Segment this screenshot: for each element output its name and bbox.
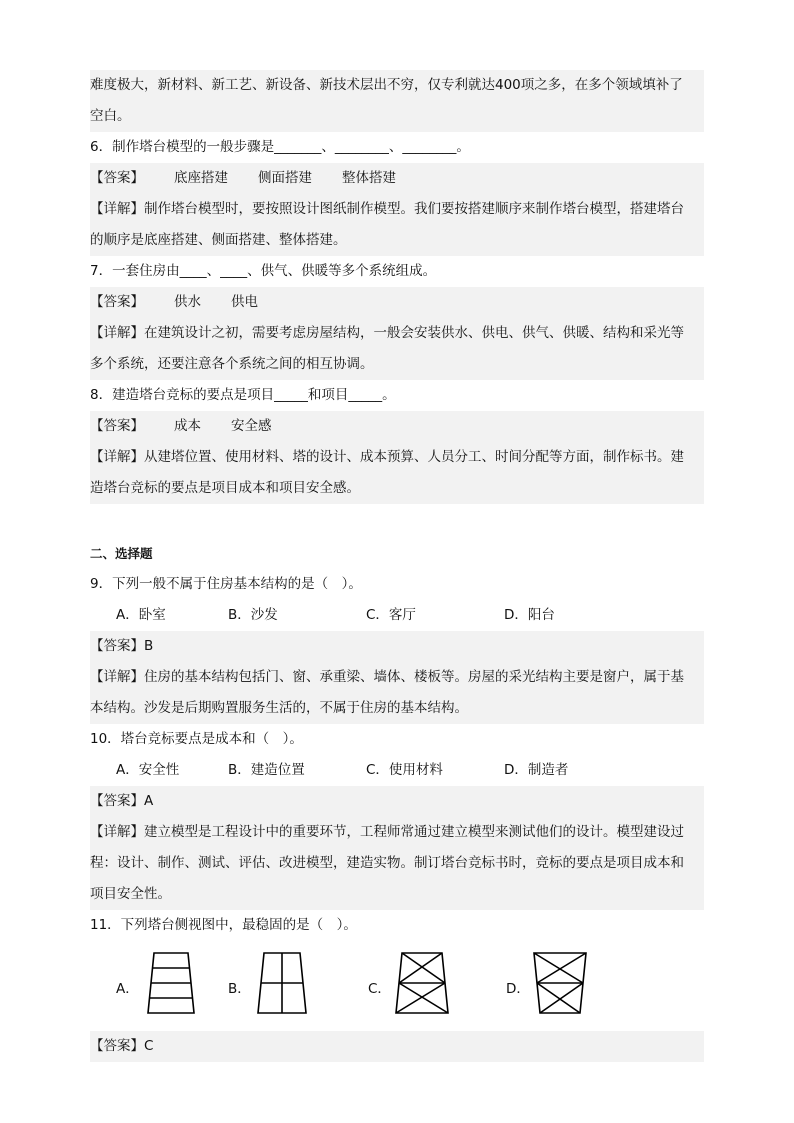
question-11: 11．下列塔台侧视图中，最稳固的是（ ）。	[90, 917, 357, 933]
q11-option-b-label: B．	[228, 981, 251, 997]
q10-option-d: D．制造者	[504, 762, 569, 778]
q7-answer-2: 供电	[231, 294, 258, 310]
q6-answer-2: 侧面搭建	[258, 170, 312, 186]
q10-option-a: A．安全性	[116, 762, 180, 778]
question-9: 9．下列一般不属于住房基本结构的是（ ）。	[90, 576, 362, 592]
question-7: 7．一套住房由____、____、供气、供暖等多个系统组成。	[90, 263, 437, 279]
section-title: 二、选择题	[90, 546, 153, 561]
q6-answer-3: 整体搭建	[342, 170, 396, 186]
q7-detail-2: 多个系统，还要注意各个系统之间的相互协调。	[90, 356, 374, 372]
q10-options	[90, 755, 704, 786]
q9-option-c: C．客厅	[366, 607, 416, 623]
q11-answer-block	[90, 1031, 704, 1062]
q9-detail-1: 【详解】住房的基本结构包括门、窗、承重梁、墙体、楼板等。房屋的采光结构主要是窗户，属于基	[90, 669, 684, 685]
q6-answer-block	[90, 163, 704, 256]
intro-line-1: 难度极大，新材料、新工艺、新设备、新技术层出不穷，仅专利就达400项之多，在多个领域填补了	[90, 77, 683, 93]
question-6: 6．制作塔台模型的一般步骤是_______、________、________。	[90, 139, 470, 155]
q8-detail-2: 造塔台竞标的要点是项目成本和项目安全感。	[90, 480, 360, 496]
q7-answer-1: 供水	[174, 294, 201, 310]
answer-label: 【答案】	[90, 170, 144, 186]
q9-options	[90, 600, 704, 631]
q10-option-b: B．建造位置	[228, 762, 305, 778]
question-10: 10．塔台竞标要点是成本和（ ）。	[90, 731, 303, 747]
q11-option-d-label: D．	[506, 981, 530, 997]
q9-option-d: D．阳台	[504, 607, 555, 623]
q8-answer	[90, 411, 704, 442]
q10-detail-3: 项目安全性。	[90, 886, 171, 902]
q11-option-c-label: C．	[368, 981, 391, 997]
q6-detail-1: 【详解】制作塔台模型时，要按照设计图纸制作模型。我们要按搭建顺序来制作塔台模型，搭建塔台	[90, 201, 684, 217]
q6-detail-2: 的顺序是底座搭建、侧面搭建、整体搭建。	[90, 232, 347, 248]
q11-option-a-label: A．	[116, 981, 139, 997]
q10-option-c: C．使用材料	[366, 762, 443, 778]
question-8: 8．建造塔台竞标的要点是项目_____和项目_____。	[90, 387, 396, 403]
q7-answer	[90, 287, 704, 318]
document-page	[90, 70, 704, 1062]
q8-answer-1: 成本	[174, 418, 201, 434]
intro-block	[90, 70, 704, 132]
q6-answer-1: 底座搭建	[174, 170, 228, 186]
answer-label: 【答案】	[90, 294, 144, 310]
tower-figure-d	[532, 949, 588, 1019]
q8-answer-block	[90, 411, 704, 504]
q10-detail-1: 【详解】建立模型是工程设计中的重要环节，工程师常通过建立模型来测试他们的设计。模型建设过	[90, 824, 684, 840]
q10-detail-2: 程：设计、制作、测试、评估、改进模型，建造实物。制订塔台竞标书时，竞标的要点是项目成本和	[90, 855, 684, 871]
q9-answer-block	[90, 631, 704, 724]
q10-answer: 【答案】A	[90, 793, 154, 809]
tower-figure-b	[256, 949, 308, 1019]
q8-answer-2: 安全感	[231, 418, 272, 434]
q9-answer: 【答案】B	[90, 638, 154, 654]
tower-figure-a	[146, 949, 196, 1019]
tower-figure-c	[394, 949, 450, 1019]
answer-label: 【答案】	[90, 418, 144, 434]
q8-detail-1: 【详解】从建塔位置、使用材料、塔的设计、成本预算、人员分工、时间分配等方面，制作标书。建	[90, 449, 684, 465]
q9-detail-2: 本结构。沙发是后期购置服务生活的，不属于住房的基本结构。	[90, 700, 468, 716]
q7-detail-1: 【详解】在建筑设计之初，需要考虑房屋结构，一般会安装供水、供电、供气、供暖、结构和采光等	[90, 325, 684, 341]
q9-option-a: A．卧室	[116, 607, 166, 623]
q11-answer: 【答案】C	[90, 1038, 154, 1054]
q9-option-b: B．沙发	[228, 607, 278, 623]
q7-answer-block	[90, 287, 704, 380]
q6-answer	[90, 163, 704, 194]
q10-answer-block	[90, 786, 704, 910]
intro-line-2: 空白。	[90, 108, 131, 124]
q11-figures	[90, 941, 704, 1031]
